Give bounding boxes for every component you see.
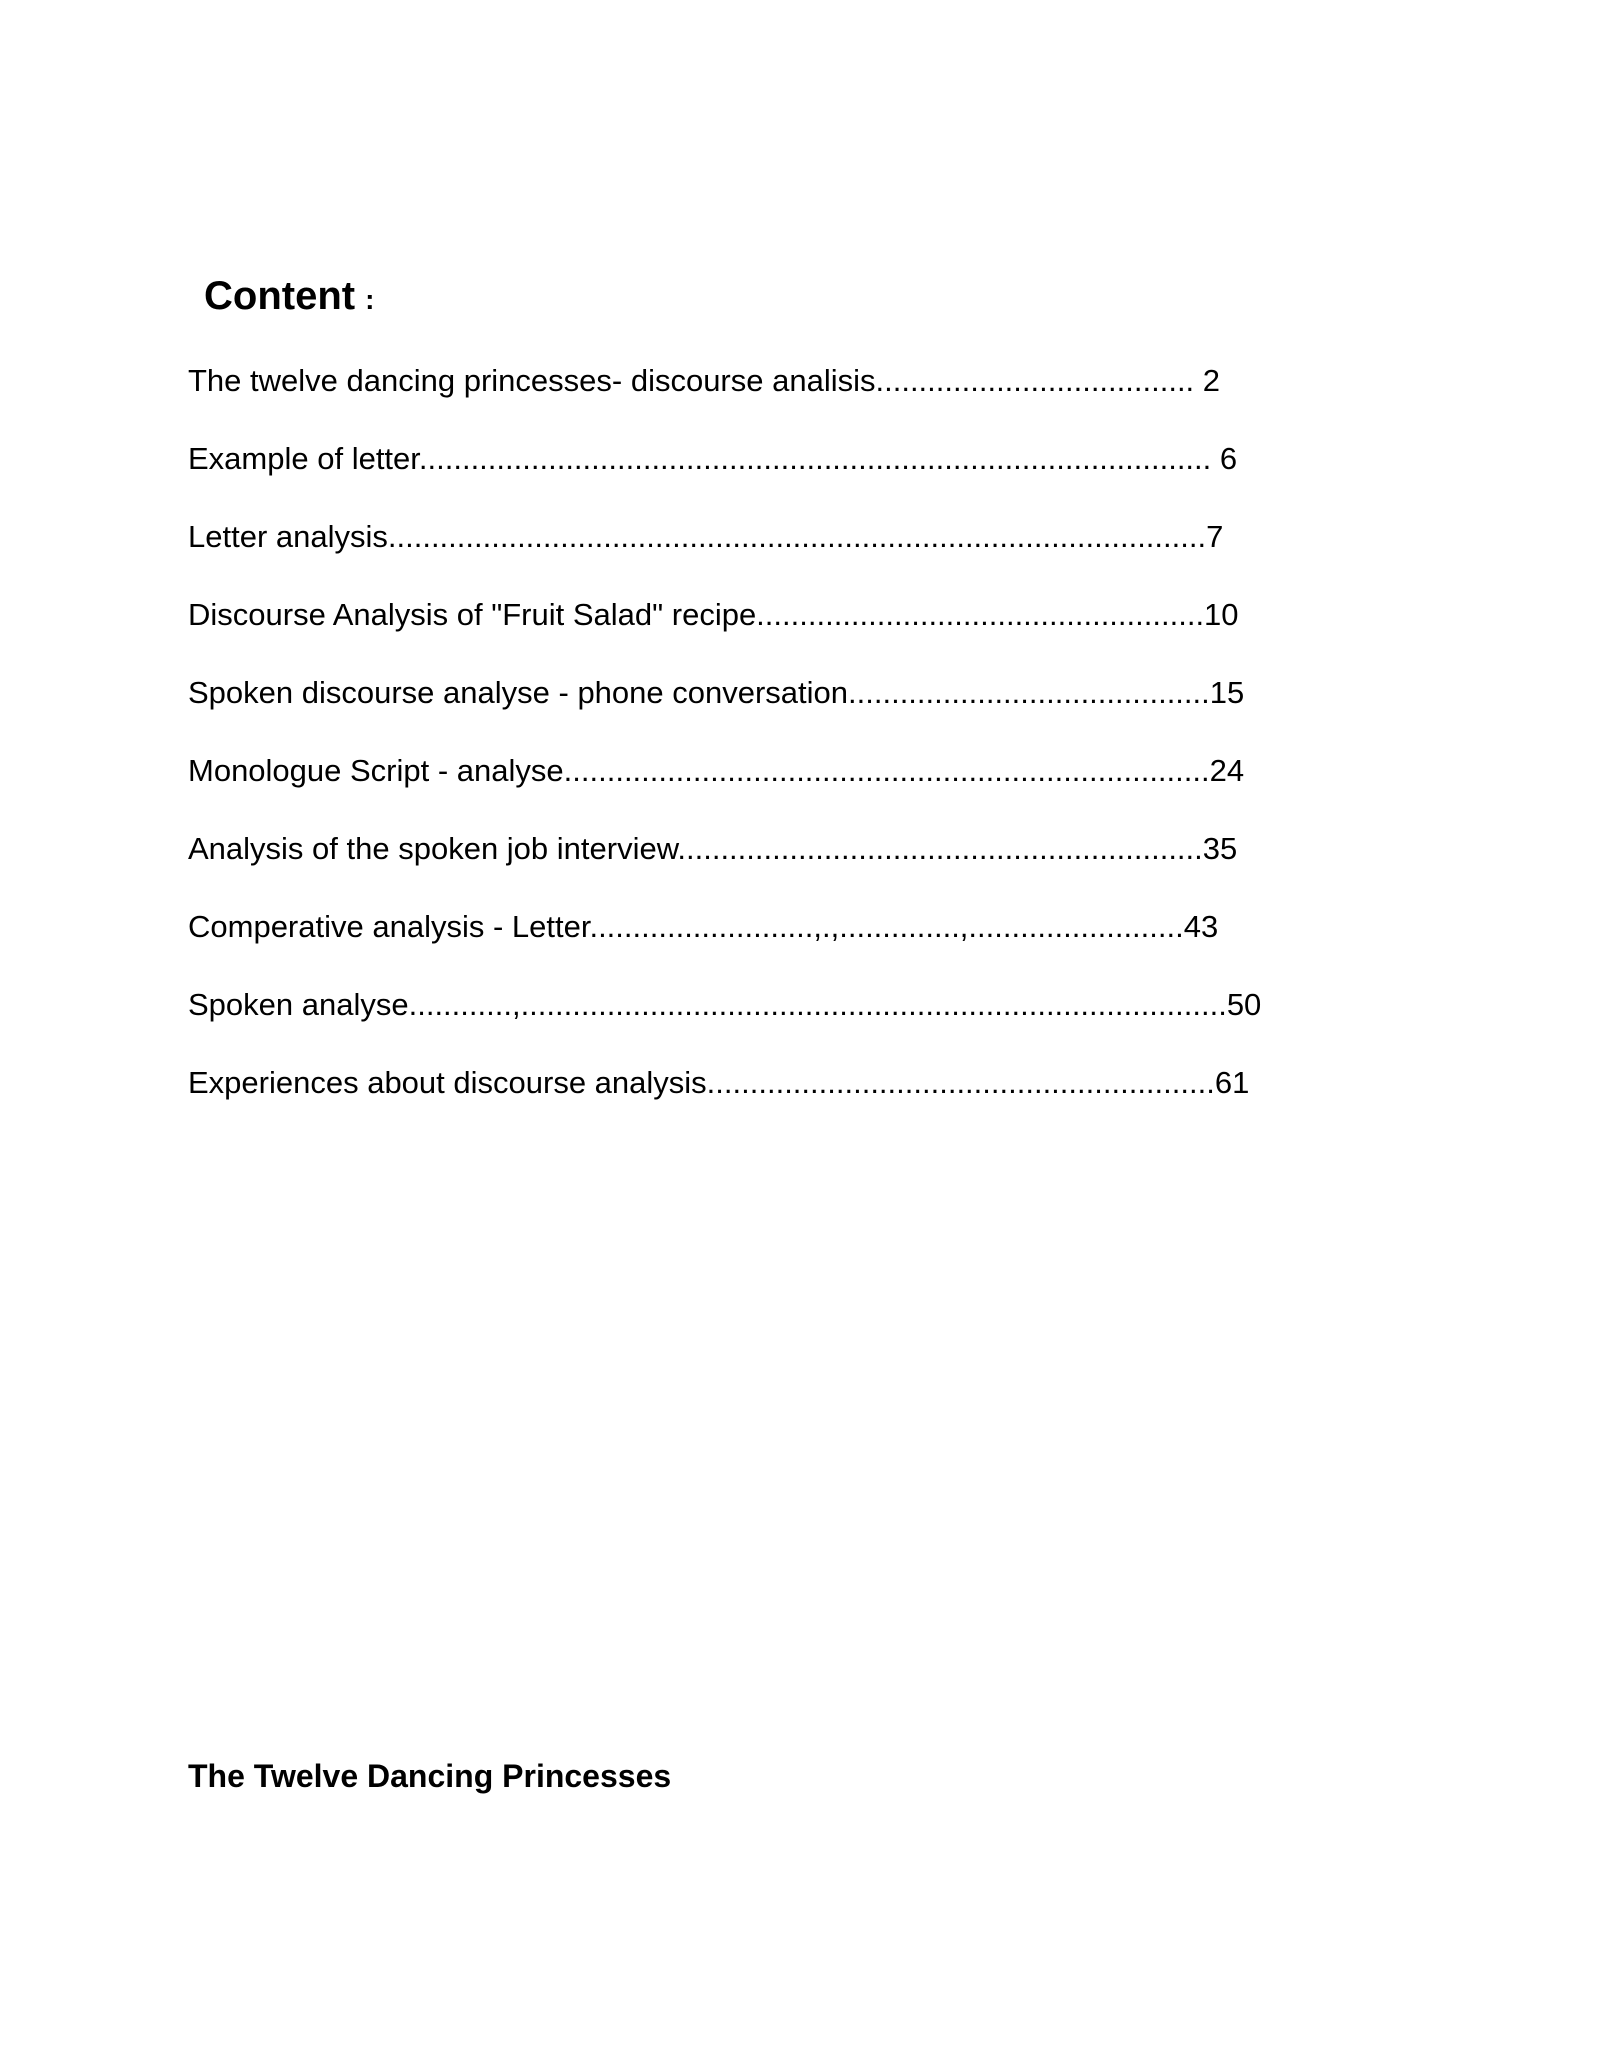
toc-entry: Comperative analysis - Letter..........................,.,..............,.........................43 bbox=[188, 909, 1219, 944]
toc-heading bbox=[204, 268, 374, 328]
toc-entry: Analysis of the spoken job interview.............................................................35 bbox=[188, 831, 1238, 866]
toc-entry: Spoken analyse............,..................................................................................50 bbox=[188, 987, 1262, 1022]
toc-entry: The twelve dancing princesses- discourse analisis..................................... 2 bbox=[188, 363, 1221, 398]
toc-entry: Experiences about discourse analysis...........................................................61 bbox=[188, 1065, 1250, 1100]
toc-entry: Letter analysis...............................................................................................7 bbox=[188, 519, 1224, 554]
toc-entry: Monologue Script - analyse...........................................................................24 bbox=[188, 753, 1245, 788]
toc-list bbox=[188, 355, 1261, 1135]
toc-heading-text: Content bbox=[204, 274, 356, 318]
toc-heading-colon: : bbox=[365, 284, 375, 315]
toc-entry: Spoken discourse analyse - phone conversation..........................................15 bbox=[188, 675, 1245, 710]
section-title: The Twelve Dancing Princesses bbox=[188, 1758, 672, 1794]
toc-entry: Discourse Analysis of "Fruit Salad" recipe....................................................10 bbox=[188, 597, 1239, 632]
toc-entry: Example of letter............................................................................................ 6 bbox=[188, 441, 1238, 476]
